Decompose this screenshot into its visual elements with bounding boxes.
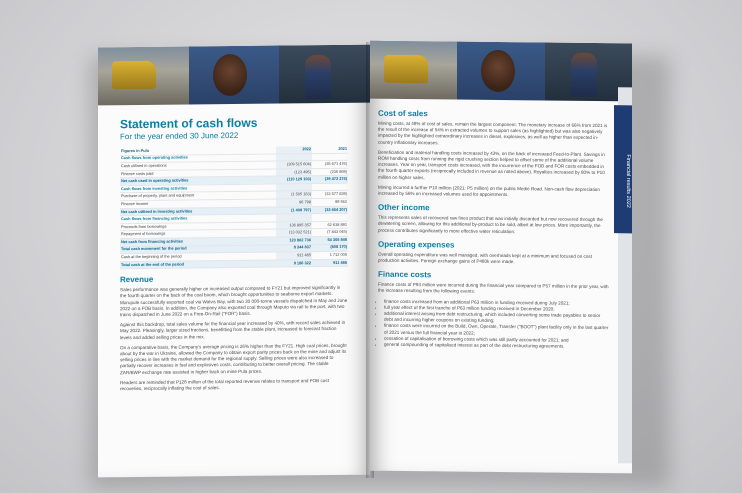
finance-costs-heading: Finance costs — [378, 269, 432, 280]
right-page — [370, 41, 632, 474]
value-2022: 123 862 736 — [276, 237, 312, 245]
row-label: Cash flows from financing activities — [120, 214, 276, 223]
other-income-heading: Other income — [378, 202, 430, 213]
value-2021: 99 562 — [312, 198, 348, 206]
revenue-body — [120, 285, 348, 392]
value-2022: (1 408 797) — [276, 206, 312, 214]
page-subtitle: For the year ended 30 June 2022 — [120, 130, 239, 142]
value-2021: 911 485 — [312, 259, 348, 267]
cash-flow-table — [120, 146, 348, 270]
other-income-text: This represents sales of recovered raw fines product that was initially discarded but now recovered through the dewatering screen, allowing for this additional by-product to be sold, albeit at low prices. More importantly, the process contributes significantly to more effective water reticulation. — [378, 214, 603, 234]
cost-of-sales-heading: Cost of sales — [378, 108, 428, 119]
cost-of-sales-paragraph: Beneficiation and material handling costs increased by 43%, on the back of increased Feed-to-Plant. Savings in ROM handling costs from running the rigid crushing section helped to offset some of the additional volume increases. Year on year, transport costs increased, with the incurrence of the FOB and FOR costs embedded in the fourth quarter exports (reciprocally included in revenue as noted above). Royalties increased by 80% to P10 million on higher sales. — [378, 149, 605, 180]
row-label: Purchase of property, plant and equipment — [120, 192, 276, 201]
revenue-paragraph: Against this backdrop, total sales volume for the financial year increased by 40%, with record sales achieved in May 2022. Pleasingly, larger sized fractions, benefitting from the stable plant, increased to forecast fraction levels and added selling prices in the mix. — [120, 320, 346, 340]
finance-costs-list — [378, 298, 610, 350]
row-label: Net cash used in operating activities — [120, 176, 276, 185]
row-label: Total cash movement for the period — [120, 245, 276, 254]
finance-costs-intro: Finance costs of P93 million were incurred during the financial year compared to P57 million in the prior year, with the increase resulting from the following events: — [378, 281, 609, 295]
currency-label: Figures in Pula — [120, 147, 276, 156]
finance-cost-bullet: • general compounding of capitalised interest as part of the debt restructuring agreements. — [384, 342, 610, 351]
col-2022-header: 2022 — [276, 146, 312, 153]
operating-expenses-text: Overall operating expenditure was well managed, with overheads kept at a minimum and focused on cost production activities. Foreign exchange gains of P480k were made. — [378, 251, 592, 265]
value-2021: (39 473 274) — [312, 176, 348, 184]
side-tab-label: Financial results 2022 — [625, 154, 631, 209]
page-title: Statement of cash flows — [120, 115, 258, 132]
row-label: Finance costs paid — [120, 169, 276, 178]
row-label: Net cash from financing activities — [120, 237, 276, 246]
photo-strip — [98, 45, 370, 106]
table-row — [120, 259, 348, 269]
value-2022: (13 032 521) — [276, 229, 312, 237]
value-2021: 1 712 005 — [312, 251, 348, 259]
value-2021: (808 170) — [312, 244, 348, 252]
photo-strip-right — [370, 41, 632, 102]
value-2022: (123 495) — [276, 168, 312, 176]
col-2021-header: 2021 — [312, 146, 348, 153]
row-label: Cash at the beginning of the period — [120, 252, 276, 261]
left-page — [98, 45, 370, 478]
value-2022: 136 895 357 — [276, 221, 312, 229]
value-2021: (33 577 839) — [312, 191, 348, 199]
right-content — [378, 103, 610, 355]
revenue-paragraph: Readers are reminded that P128 million of the total reported revenue relates to transport and FOB cost recoveries, reciprocally inflating the cost of sales. — [120, 377, 329, 392]
child-portrait-photo — [189, 46, 280, 105]
row-label: Cash flows from investing activities — [120, 184, 276, 193]
row-label: Cash flows from operating activities — [120, 154, 276, 163]
mine-worker-photo — [279, 45, 370, 104]
finance-cost-bullet: • additional interest arising from debt restructuring, which included converting some trade payables to senior debt and incurring higher coupons on existing funding; — [384, 311, 610, 326]
value-2022: (109 515 604) — [276, 161, 312, 169]
row-label: Repayment of borrowings — [120, 229, 276, 238]
finance-cost-bullet: • cessation of capitalisation of borrowing costs which was still partly accounted for 2021; and — [384, 336, 610, 345]
finance-cost-bullet: • full year effect of the first tranche of P63 million funding received in December 2020; — [384, 305, 610, 314]
value-2021: (236 869) — [312, 168, 348, 176]
cost-of-sales-body — [378, 121, 610, 200]
revenue-paragraph: Sales performance was generally higher on increased output compared to FY21 but improved significantly in the fourth quarter on the back of the coal boom, which brought opportunities to seaborne export markets. Morupule successfully exported coal via Walvis Bay, with two 30 000-tonne vessels dispatched in May and June 2022 on a FOB basis. In addition, the Company also exported coal through Maputo via rail to the port, with two trains dispatched in June 2022 on a Free-On-Rail ("FOR") basis. — [120, 285, 348, 318]
value-2022: 9 186 322 — [276, 259, 312, 267]
row-label: Total cash at the end of the period — [120, 260, 276, 269]
value-2021: (35 671 476) — [312, 160, 348, 168]
left-content — [120, 107, 348, 397]
value-2022: 8 344 837 — [276, 244, 312, 252]
row-label: Proceeds from borrowings — [120, 222, 276, 231]
finance-cost-bullet: • finance costs increased from an additional P63 million in funding received during July 2021; — [384, 298, 610, 307]
revenue-heading: Revenue — [120, 275, 154, 285]
value-2022: 96 798 — [276, 199, 312, 207]
value-2021: 54 355 846 — [312, 236, 348, 244]
revenue-paragraph: On a comparative basis, the Company's average pricing is 26% higher than the FY21. High coal prices, brought about by the war in Ukraine, allowed the Company to obtain export parity prices back on the mine and adjust its selling prices in line with the market demand for the regional supply. Selling prices were also increased to partially recover increases in fuel and explosives costs, contributing to better overall pricing. The stable ZAR/BWP exchange rate assisted in higher back on mine Pula prices. — [120, 342, 347, 375]
value-2022: 911 485 — [276, 252, 312, 260]
value-2021: (33 664 207) — [312, 206, 348, 214]
cost-of-sales-paragraph: Mining incurred a further P10 million (2021: P5 million) on the public Medie Road. Non-cash flow depreciation increased by 56% on increased volumes used for appointments. — [378, 184, 600, 198]
cost-of-sales-paragraph: Mining costs, at 48% of cost of sales, remain the largest component. The monetary increase of 66% from 2021 is the result of the increase of 54% in extracted volumes to support sales (as highlighted) but was also negatively impacted by the highlighted extraordinary increases in diesel, explosives, as well as higher than expected in-country inflationary increases. — [378, 120, 608, 145]
row-label: Finance income — [120, 199, 276, 208]
value-2021: (7 843 045) — [312, 229, 348, 237]
value-2022: (1 505 163) — [276, 191, 312, 199]
finance-cost-bullet: • finance costs were incurred on the Build, Own, Operate, Transfer ("BOOT") plant facility only in the last quarter of 2021 versus the full financial year in 2022; — [384, 323, 610, 338]
mining-truck-photo — [98, 46, 189, 105]
row-label: Cash utilised in operations — [120, 161, 276, 170]
value-2021: 62 638 891 — [312, 221, 348, 229]
value-2022: (110 129 103) — [276, 176, 312, 184]
row-label: Net cash utilised in investing activities — [120, 207, 276, 216]
mining-truck-photo — [370, 41, 457, 100]
operating-expenses-heading: Operating expenses — [378, 239, 455, 250]
child-portrait-photo — [457, 42, 544, 101]
